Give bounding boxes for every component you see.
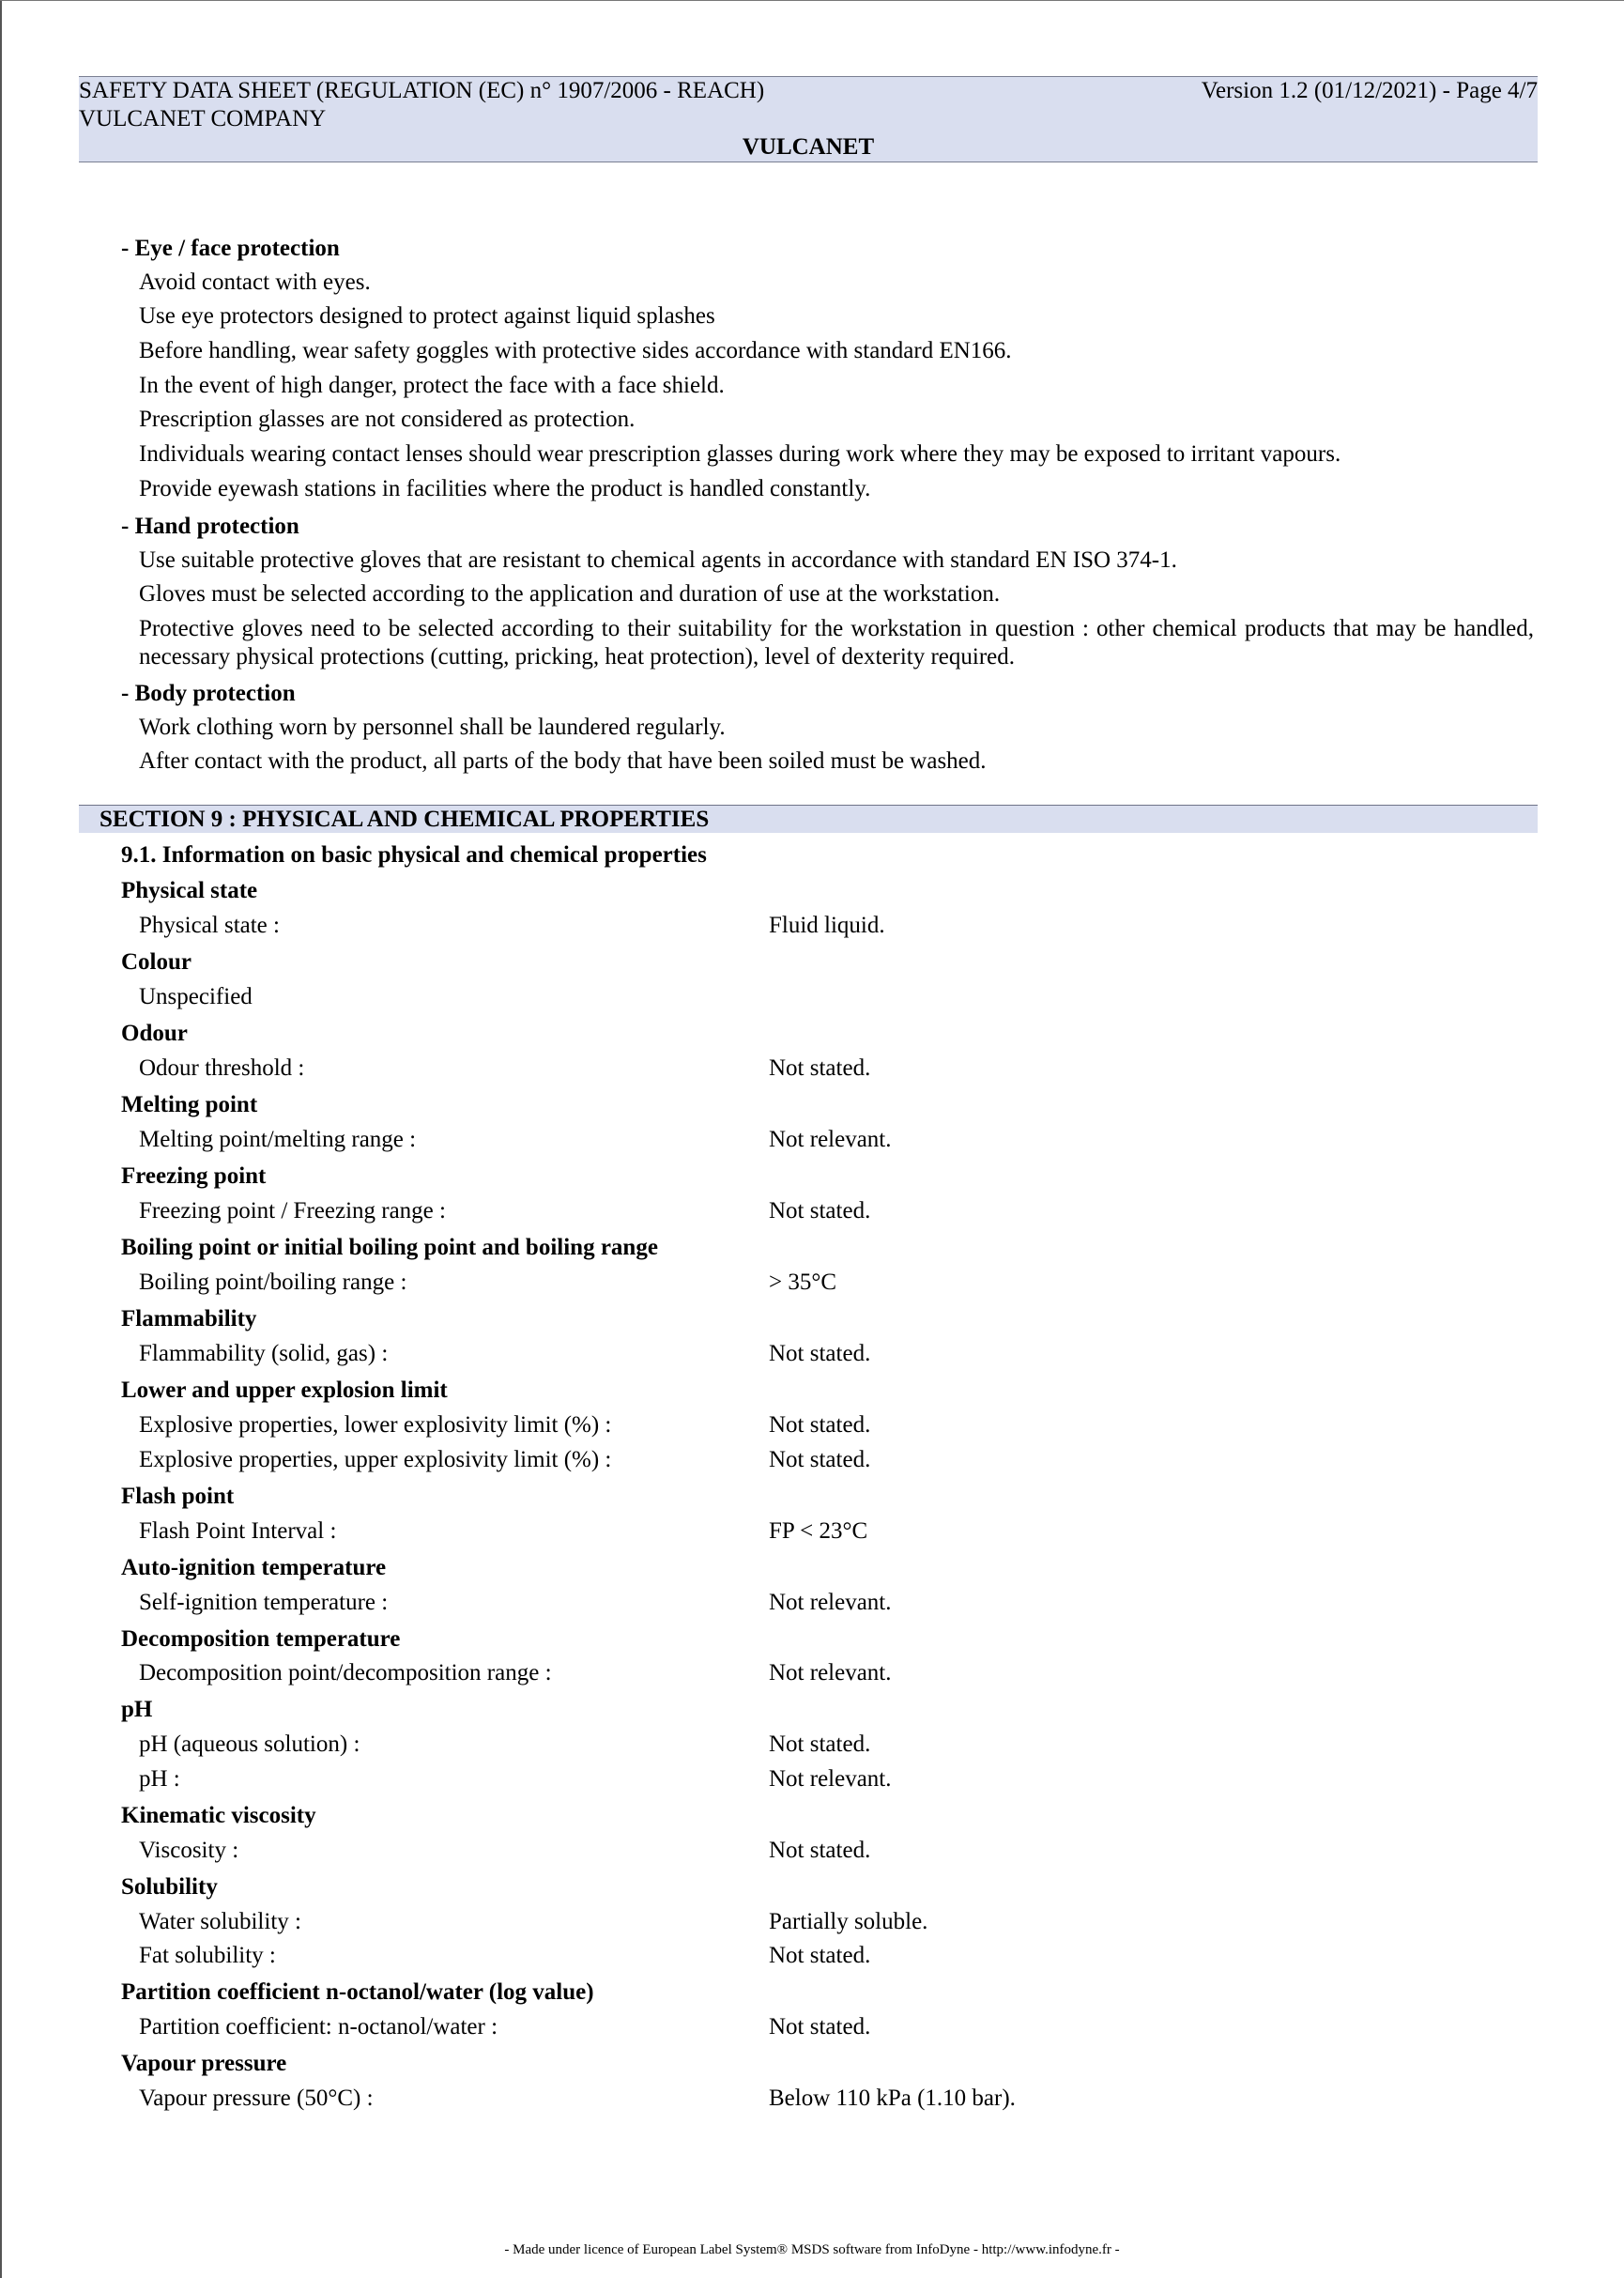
property-value: Not stated. <box>769 1412 871 1438</box>
eye-line: Prescription glasses are not considered as protection. <box>139 407 636 432</box>
section-9-title: SECTION 9 : PHYSICAL AND CHEMICAL PROPERTIES <box>100 807 710 832</box>
section-9-title-bar <box>79 805 1538 833</box>
property-label: Partition coefficient: n-octanol/water : <box>139 2014 498 2039</box>
hand-line: Gloves must be selected according to the application and duration of use at the workstation. <box>139 581 1001 607</box>
property-heading: Boiling point or initial boiling point and boiling range <box>121 1235 658 1260</box>
body-line: Work clothing worn by personnel shall be laundered regularly. <box>139 715 726 740</box>
property-label: Decomposition point/decomposition range : <box>139 1660 552 1685</box>
property-heading: pH <box>121 1697 153 1722</box>
property-label: Viscosity : <box>139 1838 239 1863</box>
property-value: Fluid liquid. <box>769 913 885 938</box>
property-heading: Lower and upper explosion limit <box>121 1378 448 1403</box>
section-9-subtitle: 9.1. Information on basic physical and chemical properties <box>121 842 707 868</box>
property-heading: Flammability <box>121 1306 257 1331</box>
property-heading: Partition coefficient n-octanol/water (log value) <box>121 1979 594 2005</box>
property-heading: Solubility <box>121 1874 218 1900</box>
body-line: After contact with the product, all parts of the body that have been soiled must be washed. <box>139 748 987 774</box>
property-label: Freezing point / Freezing range : <box>139 1198 446 1224</box>
document-header <box>79 76 1538 162</box>
property-heading: Melting point <box>121 1092 258 1117</box>
property-value: FP < 23°C <box>769 1518 868 1544</box>
property-value: Below 110 kPa (1.10 bar). <box>769 2086 1016 2111</box>
eye-protection-heading: - Eye / face protection <box>121 236 340 261</box>
property-label: Flash Point Interval : <box>139 1518 337 1544</box>
version-page: Version 1.2 (01/12/2021) - Page 4/7 <box>1201 78 1538 103</box>
property-heading: Kinematic viscosity <box>121 1803 316 1828</box>
property-label: Unspecified <box>139 984 253 1009</box>
body-protection-heading: - Body protection <box>121 681 296 706</box>
property-label: Odour threshold : <box>139 1055 305 1081</box>
footer-credit: - Made under licence of European Label System® MSDS software from InfoDyne - http://www.infodyne.fr - <box>504 2242 1120 2257</box>
property-label: Fat solubility : <box>139 1943 276 1968</box>
property-label: pH (aqueous solution) : <box>139 1732 360 1757</box>
property-label: Melting point/melting range : <box>139 1127 417 1152</box>
property-label: Explosive properties, upper explosivity limit (%) : <box>139 1447 612 1472</box>
property-value: Not stated. <box>769 1447 871 1472</box>
property-label: Boiling point/boiling range : <box>139 1270 407 1295</box>
hand-line: Protective gloves need to be selected according to their suitability for the workstation in question : other chemical products that may be handled, necessary physical protections (cutting, pricking, heat protection), level of dexterity required. <box>139 616 1534 670</box>
eye-line: Use eye protectors designed to protect against liquid splashes <box>139 303 715 329</box>
property-value: > 35°C <box>769 1270 837 1295</box>
eye-line: In the event of high danger, protect the face with a face shield. <box>139 373 725 398</box>
eye-line: Provide eyewash stations in facilities where the product is handled constantly. <box>139 476 871 501</box>
property-label: Water solubility : <box>139 1909 301 1934</box>
property-value: Not stated. <box>769 1732 871 1757</box>
property-label: pH : <box>139 1766 180 1792</box>
property-value: Not stated. <box>769 2014 871 2039</box>
property-heading: Auto-ignition temperature <box>121 1555 387 1580</box>
property-heading: Colour <box>121 949 192 975</box>
property-value: Not relevant. <box>769 1590 892 1615</box>
property-value: Not stated. <box>769 1838 871 1863</box>
property-heading: Vapour pressure <box>121 2051 287 2076</box>
property-value: Partially soluble. <box>769 1909 928 1934</box>
property-value: Not relevant. <box>769 1766 892 1792</box>
property-heading: Decomposition temperature <box>121 1626 401 1652</box>
hand-line: Use suitable protective gloves that are resistant to chemical agents in accordance with standard EN ISO 374-1. <box>139 547 1177 573</box>
regulation-title: SAFETY DATA SHEET (REGULATION (EC) n° 1907/2006 - REACH) <box>79 78 765 103</box>
property-heading: Freezing point <box>121 1163 267 1189</box>
property-value: Not stated. <box>769 1198 871 1224</box>
property-label: Self-ignition temperature : <box>139 1590 389 1615</box>
property-heading: Physical state <box>121 878 258 903</box>
property-value: Not stated. <box>769 1341 871 1366</box>
page-border-top <box>0 0 1624 1</box>
eye-line: Before handling, wear safety goggles with protective sides accordance with standard EN166. <box>139 338 1012 363</box>
property-label: Vapour pressure (50°C) : <box>139 2086 374 2111</box>
property-value: Not stated. <box>769 1943 871 1968</box>
property-label: Flammability (solid, gas) : <box>139 1341 389 1366</box>
property-heading: Flash point <box>121 1484 235 1509</box>
property-heading: Odour <box>121 1021 188 1046</box>
eye-line: Individuals wearing contact lenses should wear prescription glasses during work where they may be exposed to irritant vapours. <box>139 441 1341 467</box>
property-value: Not stated. <box>769 1055 871 1081</box>
page-border <box>0 0 2 2278</box>
hand-protection-heading: - Hand protection <box>121 514 299 539</box>
property-value: Not relevant. <box>769 1127 892 1152</box>
property-value: Not relevant. <box>769 1660 892 1685</box>
eye-line: Avoid contact with eyes. <box>139 269 371 295</box>
property-label: Explosive properties, lower explosivity limit (%) : <box>139 1412 612 1438</box>
property-label: Physical state : <box>139 913 280 938</box>
product-name: VULCANET <box>742 134 875 160</box>
company-name: VULCANET COMPANY <box>79 106 327 131</box>
